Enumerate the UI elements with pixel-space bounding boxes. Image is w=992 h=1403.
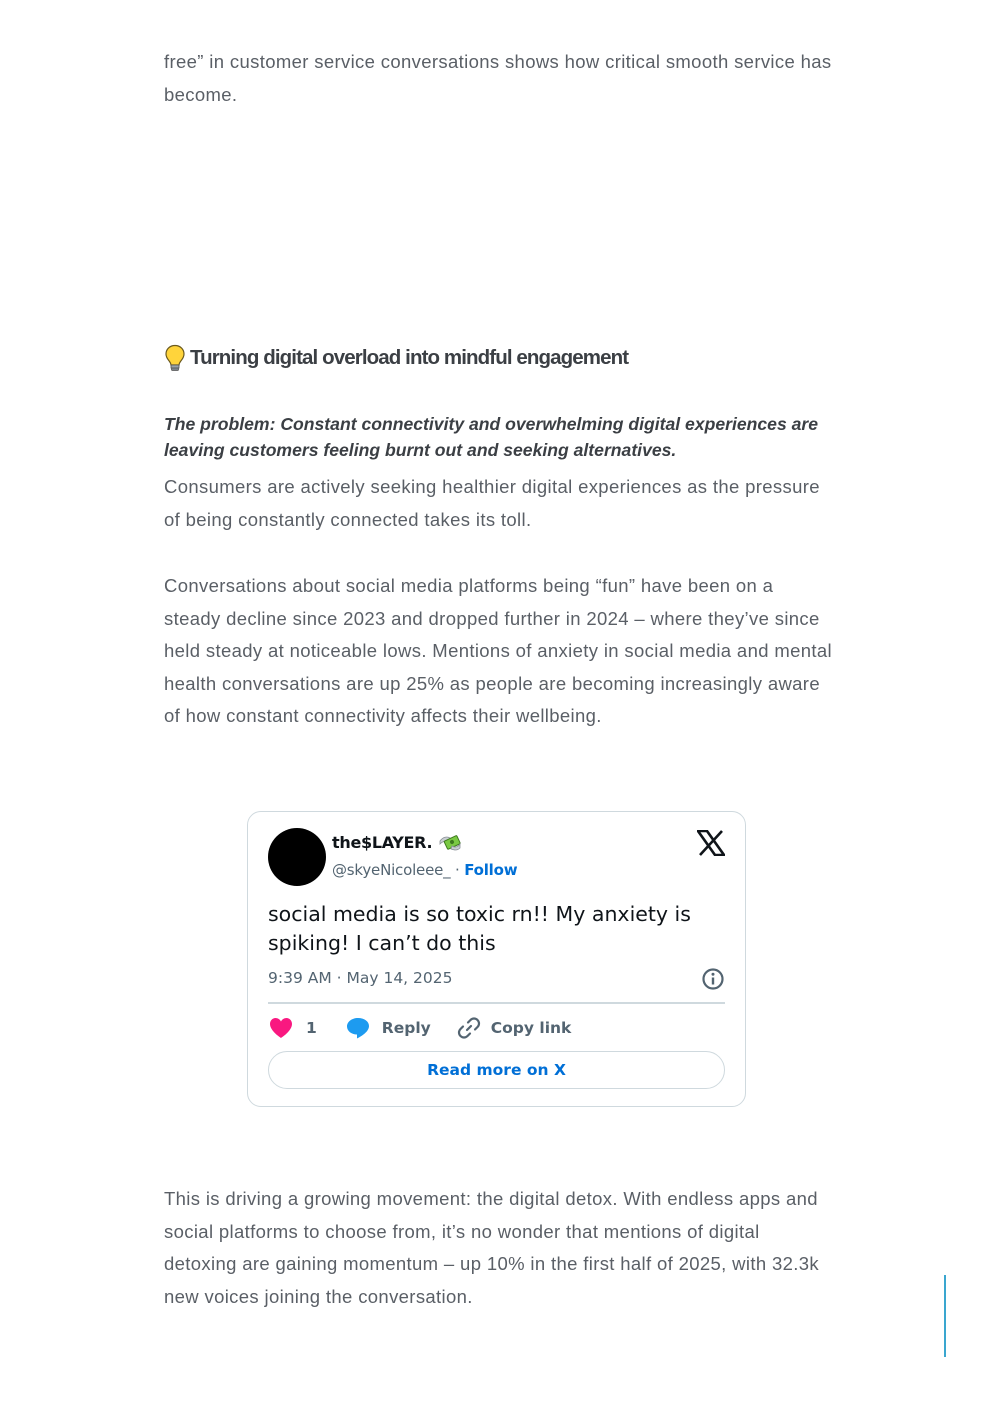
reply-button[interactable] <box>345 1016 457 1040</box>
tweet-display-name[interactable]: the$LAYER. <box>332 832 433 852</box>
separator: · <box>455 861 460 879</box>
section-heading-text: Turning digital overload into mindful engagement <box>190 346 629 369</box>
follow-button[interactable]: Follow <box>464 861 518 879</box>
money-with-wings-icon <box>438 832 462 852</box>
tweet-handle[interactable]: @skyeNicoleee_ <box>332 861 451 879</box>
speech-bubble-icon <box>345 1016 371 1040</box>
section-heading <box>164 343 628 373</box>
read-more-button[interactable]: Read more on X <box>268 1051 725 1089</box>
tweet-actions <box>268 1012 571 1044</box>
x-logo-icon[interactable] <box>697 830 725 856</box>
tweet-handle-row <box>332 861 517 879</box>
paragraph-consumers: Consumers are actively seeking healthier digital experiences as the pressure of being constantly connected takes its toll. <box>164 476 820 530</box>
divider <box>268 1002 725 1004</box>
paragraph-conversations: Conversations about social media platforms being “fun” have been on a steady decline since 2023 and dropped further in 2024 – where they’ve since held steady at noticeable lows. Mentions of anxiety in social media and mental health conversations are up 25% as people are becoming increasingly aware of how constant connectivity affects their wellbeing. <box>164 575 832 726</box>
lightbulb-icon <box>164 344 186 372</box>
link-icon <box>457 1016 481 1040</box>
like-button[interactable] <box>268 1016 345 1040</box>
tweet-text: social media is so toxic rn!! My anxiety is spiking! I can’t do this <box>268 902 691 955</box>
info-icon[interactable] <box>701 967 725 991</box>
copy-link-label: Copy link <box>490 1019 572 1037</box>
heart-icon <box>268 1016 294 1040</box>
avatar[interactable] <box>268 828 326 886</box>
paragraph-detox: This is driving a growing movement: the digital detox. With endless apps and social platforms to choose from, it’s no wonder that mentions of digital detoxing are gaining momentum – up 10% in the first half of 2025, with 32.3k new voices joining the conversation. <box>164 1188 819 1307</box>
intro-paragraph: free” in customer service conversations shows how critical smooth service has become. <box>164 51 832 105</box>
embedded-tweet[interactable] <box>247 811 746 1107</box>
margin-rule <box>944 1275 946 1357</box>
reply-label: Reply <box>381 1019 431 1037</box>
tweet-author[interactable] <box>332 832 462 852</box>
tweet-timestamp[interactable]: 9:39 AM · May 14, 2025 <box>268 969 453 987</box>
like-count: 1 <box>306 1019 317 1037</box>
problem-statement: The problem: Constant connectivity and overwhelming digital experiences are leaving customers feeling burnt out and seeking alternatives. <box>164 414 819 460</box>
copy-link-button[interactable] <box>457 1016 572 1040</box>
